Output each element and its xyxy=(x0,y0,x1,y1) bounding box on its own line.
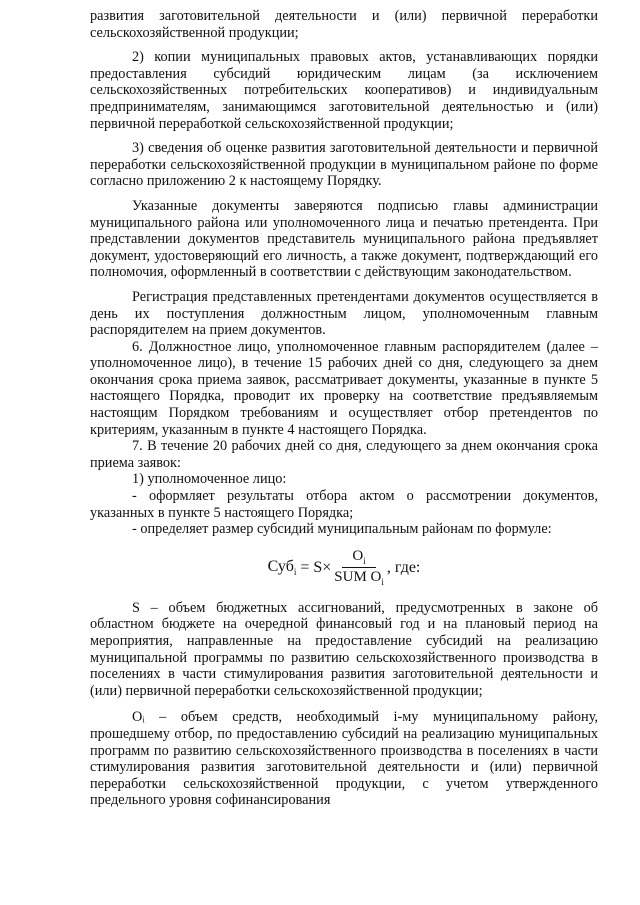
subsidy-formula xyxy=(90,542,598,594)
formula-fraction xyxy=(334,548,384,587)
paragraph-clause-7: 7. В течение 20 рабочих дней со дня, следующего за днем окончания срока приема заявок: xyxy=(90,438,598,471)
paragraph-item-2: 2) копии муниципальных правовых актов, устанавливающих порядки предоставления субсидий юридическим лицам (за исключением сельскохозяйственных потребительских кооперативов) и индивидуальным предпринимателям, занимающимся заготовительной деятельностью и (или) первичной переработкой сельскохозяйственной продукции; xyxy=(90,49,598,132)
paragraph-registration: Регистрация представленных претендентами документов осуществляется в день их поступления должностным лицом, уполномоченным главным распорядителем на прием документов. xyxy=(90,288,598,339)
formula-lhs: Суб$_i$ xyxy=(267,558,297,578)
paragraph-certification: Указанные документы заверяются подписью главы администрации муниципального района или уполномоченного лица и печатью претендента. При представлении документов представитель муниципального района предъявляет документ, удостоверяющий его личность, а также документ, подтверждающий его полномочия, оформленный в соответствии с действующим законодательством. xyxy=(90,197,598,281)
paragraph-item-3: 3) сведения об оценке развития заготовительной деятельности и первичной переработки сельскохозяйственной продукции в муниципальном районе по форме согласно приложению 2 к настоящему Порядку. xyxy=(90,140,598,190)
formula-numerator: $O_i$ xyxy=(342,548,375,568)
paragraph-definition-oi: Oᵢ – объем средств, необходимый i-му муниципальному району, прошедшему отбор, по предоставлению субсидий на реализацию муниципальных программ по развитию сельскохозяйственного производства в поселениях в части стимулирования развития заготовительной деятельности и (или) первичной переработки сельскохозяйственной продукции, с учетом утвержденного предельного уровня софинансирования xyxy=(90,709,598,809)
paragraph-definition-s: S – объем бюджетных ассигнований, предусмотренных в законе об областном бюджете на очередной финансовый год и на плановый период на мероприятия, направленные на предоставление субсидий на реализацию муниципальной программы по развитию сельскохозяйственного производства в поселениях в части стимулирования развития заготовительной деятельности и (или) первичной переработки сельскохозяйственной продукции; xyxy=(90,599,598,699)
formula-suffix: , где: xyxy=(386,558,421,576)
paragraph-subitem-1: 1) уполномоченное лицо: xyxy=(132,471,287,488)
paragraph-dash-2: - определяет размер субсидий муниципальным районам по формуле: xyxy=(132,521,552,538)
paragraph-clause-6: 6. Должностное лицо, уполномоченное главным распорядителем (далее – уполномоченное лицо), в течение 15 рабочих дней со дня, следующего за днем окончания срока приема заявок, рассматривает документы, указанные в пункте 5 настоящего Порядка, проводит их проверку на соответствие предъявляемым настоящим Порядком требованиям и осуществляет отбор претендентов по критериям, указанным в пункте 4 настоящего Порядка. xyxy=(90,338,598,438)
formula-denominator: SUM $O_i$ xyxy=(334,569,384,588)
paragraph-continuation: развития заготовительной деятельности и (или) первичной переработки сельскохозяйственной продукции; xyxy=(90,8,598,41)
formula-equals: = S× xyxy=(296,558,332,576)
paragraph-dash-1: - оформляет результаты отбора актом о рассмотрении документов, указанных в пункте 5 настоящего Порядка; xyxy=(90,488,598,521)
